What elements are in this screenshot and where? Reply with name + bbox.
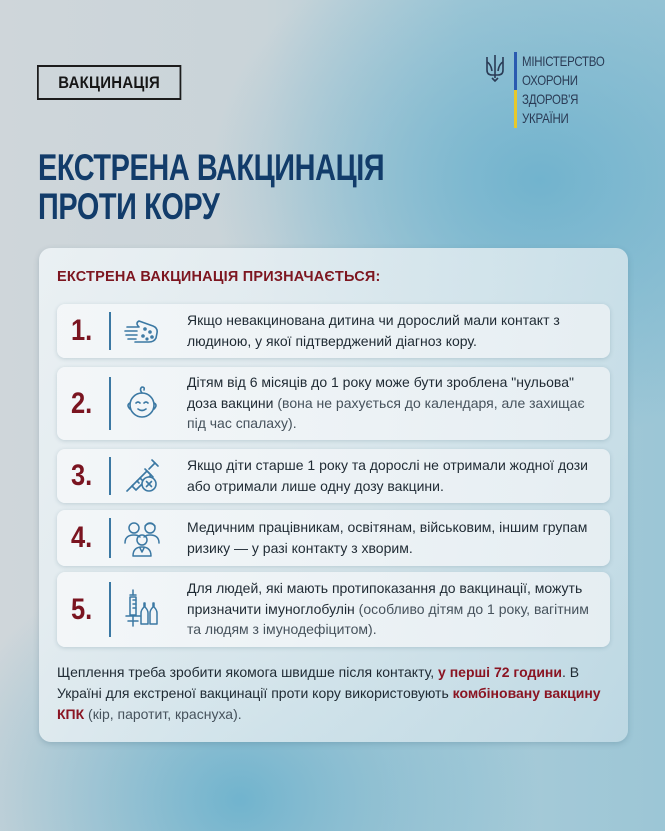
item-number: 5. — [71, 592, 93, 626]
ministry-name-line: МІНІСТЕРСТВО — [522, 53, 605, 69]
ministry-name-line: ОХОРОНИ — [522, 72, 578, 88]
syringe-cross-icon — [123, 457, 161, 495]
footer-text: . В Україні для екстреної вакцинації проти кору використовують — [57, 664, 580, 701]
item-number: 1. — [71, 314, 93, 347]
divider — [109, 457, 111, 495]
title-line: ПРОТИ КОРУ — [38, 186, 220, 227]
item-text-main: Дітям від 6 місяців до 1 року може бути зроблена "нульова" доза вакцини — [187, 374, 574, 411]
footer-note — [57, 662, 617, 725]
list-item — [57, 510, 610, 566]
item-text-note: (вона не рахується до календаря, але захищає під час спалаху). — [187, 394, 585, 431]
list-item — [57, 572, 610, 647]
ministry-name-line: УКРАЇНИ — [522, 110, 569, 126]
ministry-logo — [484, 52, 623, 128]
item-number: 4. — [71, 521, 93, 554]
baby-face-icon — [123, 384, 161, 422]
trident-icon — [484, 54, 506, 82]
item-number: 2. — [71, 386, 93, 420]
item-number: 3. — [71, 459, 93, 492]
flag-bar — [514, 52, 517, 128]
item-text — [187, 517, 600, 558]
divider — [109, 312, 111, 350]
card-heading: ЕКСТРЕНА ВАКЦИНАЦІЯ ПРИЗНАЧАЄТЬСЯ: — [57, 269, 381, 285]
item-text-main: Для людей, які мають протипоказання до вакцинації, можуть призначити імуноглобулін — [187, 580, 583, 617]
item-text-main: Медичним працівникам, освітянам, військовим, іншим групам ризику — у разі контакту з хворим. — [187, 519, 588, 556]
category-badge — [37, 65, 181, 100]
item-text-main: Якщо невакцинована дитина чи дорослий мали контакт з людиною, у якої підтверджений діагноз кору. — [187, 312, 560, 349]
category-badge-label: ВАКЦИНАЦІЯ — [58, 72, 161, 92]
divider — [109, 582, 111, 637]
title-line: ЕКСТРЕНА ВАКЦИНАЦІЯ — [38, 147, 385, 188]
footer-text: (кір, паротит, краснуха). — [84, 706, 242, 722]
ministry-name — [522, 52, 605, 128]
item-text-note: (особливо дітям до 1 року, вагітним та людям з імунодефіцитом). — [187, 600, 589, 637]
list-item — [57, 449, 610, 503]
people-group-icon — [123, 519, 161, 557]
list-item — [57, 367, 610, 440]
ministry-name-line: ЗДОРОВ'Я — [522, 91, 579, 107]
divider — [109, 518, 111, 558]
hand-rash-icon — [123, 312, 161, 350]
item-text — [187, 372, 600, 434]
item-text-main: Якщо діти старше 1 року та дорослі не отримали жодної дози або отримали лише одну дозу вакцини. — [187, 457, 588, 494]
syringe-vials-icon — [123, 589, 161, 627]
item-text — [187, 578, 600, 640]
info-card — [39, 248, 628, 742]
list-item — [57, 304, 610, 358]
footer-highlight: комбіновану вакцину КПК — [57, 685, 601, 722]
page-title — [38, 148, 384, 226]
divider — [109, 377, 111, 430]
item-text — [187, 455, 600, 496]
footer-text: Щеплення треба зробити якомога швидше після контакту, — [57, 664, 439, 680]
footer-highlight: у перші 72 години — [438, 664, 562, 680]
item-text — [187, 310, 600, 351]
